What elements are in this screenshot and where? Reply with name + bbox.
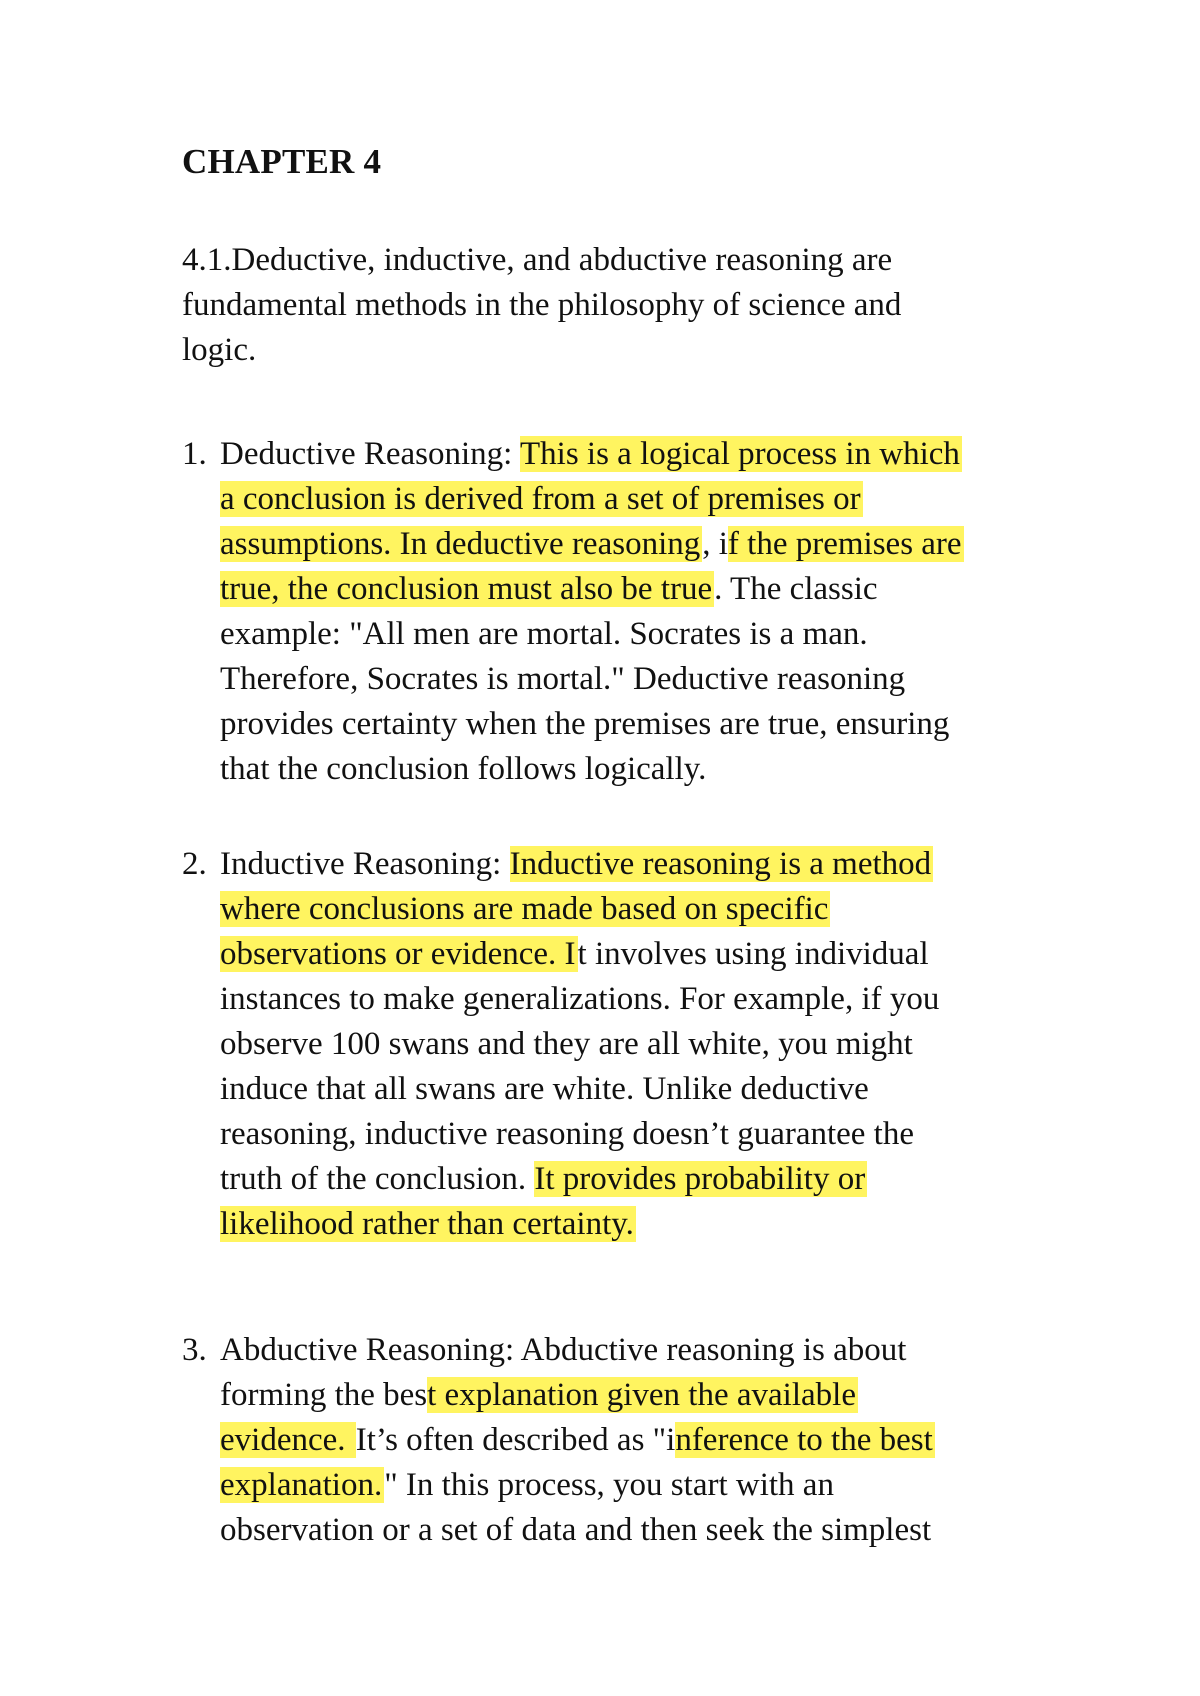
highlighted-text: true, the conclusion must also be true: [220, 571, 713, 607]
text-line: [220, 612, 1102, 657]
text-line: [220, 1022, 1102, 1067]
list-item-inductive: [182, 842, 1102, 1247]
list-item-abductive: [182, 1328, 1102, 1553]
text-segment: It’s often described as "i: [355, 1422, 676, 1458]
list-item-body: [220, 432, 1102, 792]
highlighted-text: t explanation given the available: [427, 1377, 856, 1413]
text-segment: observation or a set of data and then seek the simplest: [220, 1512, 932, 1548]
text-segment: Therefore, Socrates is mortal." Deductive reasoning: [220, 661, 906, 697]
list-item-body: [220, 842, 1102, 1247]
text-segment: reasoning, inductive reasoning doesn’t guarantee the: [220, 1116, 914, 1152]
text-line: [220, 977, 1102, 1022]
text-line: [220, 567, 1102, 612]
highlighted-text: evidence.: [220, 1422, 354, 1458]
text-line: [220, 702, 1102, 747]
text-segment: induce that all swans are white. Unlike deductive: [220, 1071, 869, 1107]
highlighted-text: where conclusions are made based on specific: [220, 891, 829, 927]
intro-line: fundamental methods in the philosophy of science and: [182, 287, 902, 323]
text-segment: " In this process, you start with an: [384, 1467, 834, 1503]
text-line: [220, 1202, 1102, 1247]
text-segment: observe 100 swans and they are all white, you might: [220, 1026, 913, 1062]
text-line: [220, 887, 1102, 932]
highlighted-text: It provides probability or: [534, 1161, 866, 1197]
text-line: [220, 432, 1102, 477]
text-segment: Abductive Reasoning: Abductive reasoning is about: [220, 1332, 907, 1368]
text-line: [220, 657, 1102, 702]
text-segment: . The classic: [714, 571, 878, 607]
highlighted-text: a conclusion is derived from a set of premises or: [220, 481, 861, 517]
text-line: [220, 842, 1102, 887]
text-segment: Inductive Reasoning:: [220, 846, 510, 882]
text-line: [220, 1328, 1102, 1373]
text-line: [220, 747, 1102, 792]
highlighted-text: assumptions. In deductive reasoning: [220, 526, 701, 562]
text-segment: that the conclusion follows logically.: [220, 751, 707, 787]
text-line: [220, 1067, 1102, 1112]
text-line: [220, 1112, 1102, 1157]
list-number: 2.: [182, 846, 207, 882]
text-line: [220, 932, 1102, 977]
text-line: [220, 1463, 1102, 1508]
text-segment: , i: [702, 526, 728, 562]
text-line: [220, 1373, 1102, 1418]
highlighted-text: Inductive reasoning is a method: [509, 846, 932, 882]
text-segment: forming the bes: [220, 1377, 428, 1413]
text-line: [220, 1508, 1102, 1553]
highlighted-text: This is a logical process in which: [520, 436, 960, 472]
intro-line: logic.: [182, 332, 257, 368]
chapter-title: CHAPTER 4: [182, 142, 382, 181]
list-item-body: [220, 1328, 1102, 1553]
highlighted-text: f the premises are: [727, 526, 962, 562]
list-number: 1.: [182, 436, 207, 472]
text-line: [220, 477, 1102, 522]
list-number: 3.: [182, 1332, 207, 1368]
highlighted-text: observations or evidence. I: [220, 936, 576, 972]
intro-line: 4.1.Deductive, inductive, and abductive reasoning are: [182, 242, 893, 278]
text-line: [220, 1418, 1102, 1463]
text-segment: t involves using individual: [577, 936, 929, 972]
intro-paragraph: [182, 238, 1102, 373]
text-line: [220, 1157, 1102, 1202]
highlighted-text: nference to the best: [675, 1422, 933, 1458]
list-item-deductive: [182, 432, 1102, 792]
highlighted-text: explanation.: [220, 1467, 383, 1503]
text-segment: provides certainty when the premises are true, ensuring: [220, 706, 950, 742]
highlighted-text: likelihood rather than certainty.: [220, 1206, 634, 1242]
text-line: [220, 522, 1102, 567]
text-segment: Deductive Reasoning:: [220, 436, 520, 472]
text-segment: instances to make generalizations. For example, if you: [220, 981, 940, 1017]
text-segment: example: "All men are mortal. Socrates is a man.: [220, 616, 868, 652]
text-segment: truth of the conclusion.: [220, 1161, 535, 1197]
